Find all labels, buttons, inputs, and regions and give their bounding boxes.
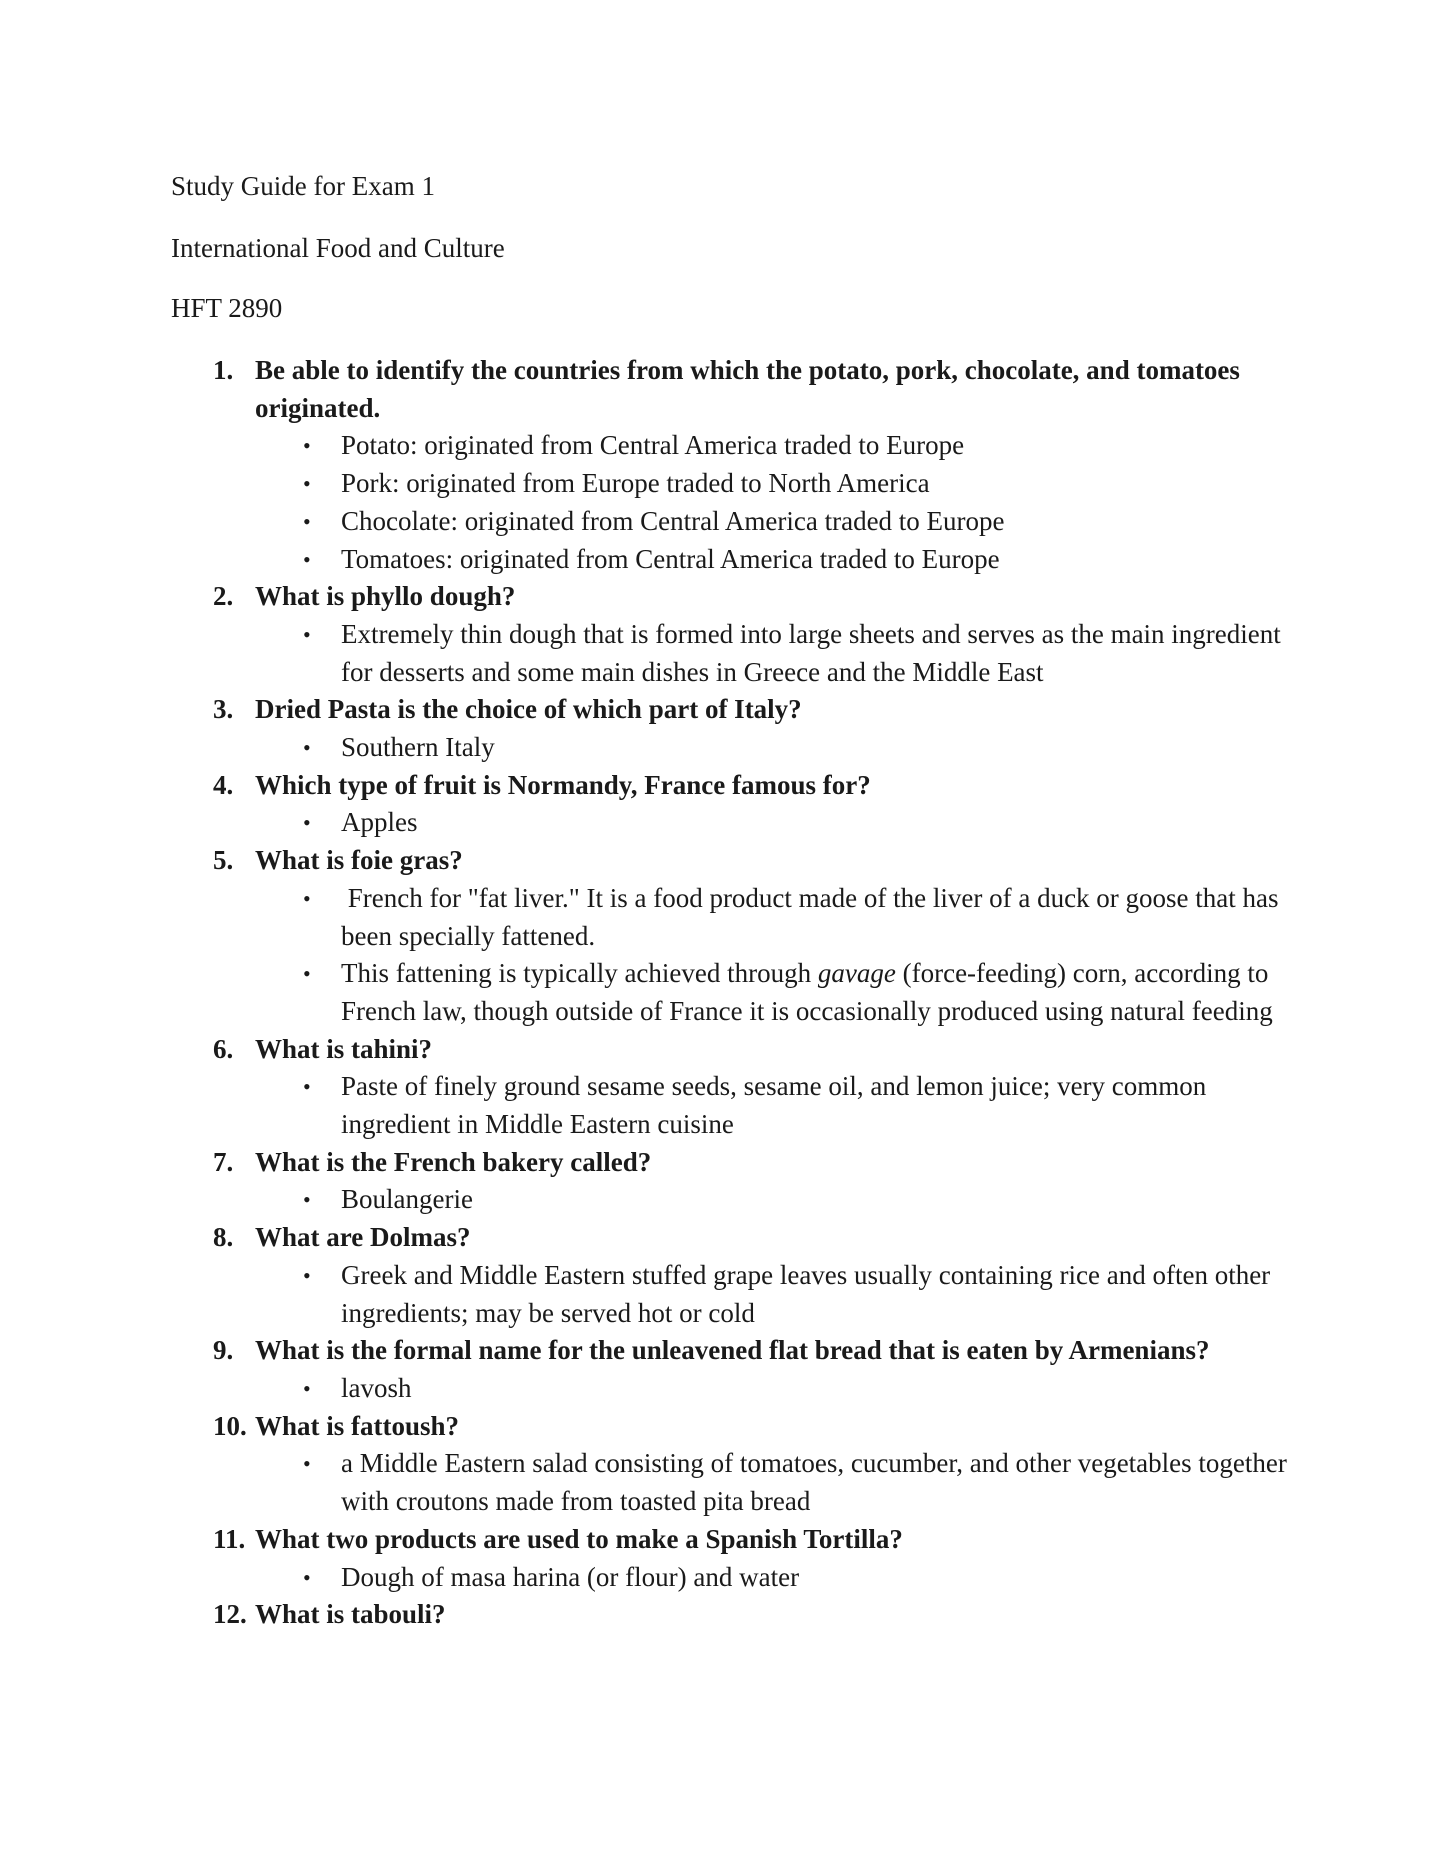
question-item	[213, 767, 1313, 842]
answer-text: Extremely thin dough that is formed into large sheets and serves as the main ingredient for desserts and some main dishes in Greece and the Middle East	[341, 618, 1281, 687]
question-text: What is the French bakery called?	[255, 1146, 652, 1177]
bullet-icon: •	[303, 471, 311, 497]
answer-text: Greek and Middle Eastern stuffed grape leaves usually containing rice and often other ingredients; may be served hot or cold	[341, 1259, 1271, 1328]
question-item	[213, 691, 1313, 766]
answer-list	[255, 1257, 1313, 1332]
question-text: What is phyllo dough?	[255, 581, 516, 612]
answer-text: Tomatoes: originated from Central America traded to Europe	[341, 543, 1000, 574]
answer-item	[303, 541, 1313, 579]
bullet-icon: •	[303, 546, 311, 572]
question-item	[213, 1219, 1313, 1332]
answer-text: Pork: originated from Europe traded to North America	[341, 468, 930, 499]
answer-list	[255, 1068, 1313, 1143]
answer-text: Apples	[341, 807, 418, 838]
question-number: 3.	[213, 694, 234, 725]
answer-item	[303, 804, 1313, 842]
question-number: 4.	[213, 769, 234, 800]
question-number: 7.	[213, 1146, 234, 1177]
bullet-icon: •	[303, 433, 311, 459]
answer-text: lavosh	[341, 1372, 412, 1403]
question-item	[213, 1144, 1313, 1219]
question-number: 2.	[213, 581, 234, 612]
document-title: Study Guide for Exam 1	[171, 171, 435, 201]
question-item	[213, 1332, 1313, 1407]
answer-item	[303, 1181, 1313, 1219]
bullet-icon: •	[303, 1564, 311, 1590]
bullet-icon: •	[303, 961, 311, 987]
answer-list	[255, 1445, 1313, 1520]
answer-item	[303, 616, 1313, 691]
question-item	[213, 578, 1313, 691]
question-text: Which type of fruit is Normandy, France famous for?	[255, 769, 871, 800]
question-text: What is tabouli?	[255, 1599, 446, 1630]
bullet-icon: •	[303, 735, 311, 761]
answer-list	[255, 1559, 1313, 1597]
question-item	[213, 1031, 1313, 1144]
question-number: 5.	[213, 845, 234, 876]
question-item	[213, 1596, 1313, 1634]
answer-text-italic: gavage	[817, 958, 896, 989]
answer-item	[303, 1370, 1313, 1408]
answer-list	[255, 616, 1313, 691]
answer-text: Paste of finely ground sesame seeds, sesame oil, and lemon juice; very common ingredient in Middle Eastern cuisine	[341, 1071, 1207, 1140]
bullet-icon: •	[303, 810, 311, 836]
question-item	[213, 842, 1313, 1031]
question-number: 8.	[213, 1222, 234, 1253]
answer-text: Southern Italy	[341, 732, 495, 763]
bullet-icon: •	[303, 1074, 311, 1100]
answer-item	[303, 427, 1313, 465]
answer-item	[303, 1257, 1313, 1332]
answer-list	[255, 880, 1313, 1031]
question-item	[213, 352, 1313, 578]
question-number: 11.	[213, 1523, 246, 1554]
answer-list	[255, 729, 1313, 767]
answer-item	[303, 1068, 1313, 1143]
course-code: HFT 2890	[171, 293, 283, 323]
question-text: What is the formal name for the unleavened flat bread that is eaten by Armenians?	[255, 1335, 1210, 1366]
bullet-icon: •	[303, 621, 311, 647]
question-item	[213, 1408, 1313, 1521]
answer-item	[303, 729, 1313, 767]
question-number: 6.	[213, 1033, 234, 1064]
bullet-icon: •	[303, 508, 311, 534]
answer-text-part: This fattening is typically achieved through	[341, 958, 818, 989]
question-number: 12.	[213, 1599, 247, 1630]
answer-text: Potato: originated from Central America traded to Europe	[341, 430, 965, 461]
answer-item	[303, 880, 1313, 955]
question-text: Dried Pasta is the choice of which part of Italy?	[255, 694, 802, 725]
answer-list	[255, 427, 1313, 578]
answer-text	[341, 955, 1313, 1030]
answer-item	[303, 1559, 1313, 1597]
course-name: International Food and Culture	[171, 233, 505, 263]
answer-text: French for "fat liver." It is a food product made of the liver of a duck or goose that has been specially fattened.	[341, 882, 1286, 951]
answer-item	[303, 1445, 1313, 1520]
bullet-icon: •	[303, 885, 311, 911]
question-text: Be able to identify the countries from which the potato, pork, chocolate, and tomatoes originated.	[255, 355, 1240, 423]
question-text: What two products are used to make a Spanish Tortilla?	[255, 1523, 903, 1554]
answer-text: Chocolate: originated from Central America traded to Europe	[341, 505, 1005, 536]
answer-item	[303, 503, 1313, 541]
bullet-icon: •	[303, 1262, 311, 1288]
answer-text: Boulangerie	[341, 1184, 473, 1215]
answer-item	[303, 465, 1313, 503]
answer-text-part: (force-feeding) corn, according to French law, though outside of France it is occasionally produced using natural feeding	[341, 958, 1276, 1026]
question-list	[213, 352, 1313, 1634]
answer-text: Dough of masa harina (or flour) and water	[341, 1561, 800, 1592]
bullet-icon: •	[303, 1451, 311, 1477]
answer-item	[303, 955, 1313, 1030]
question-number: 10.	[213, 1410, 247, 1441]
question-text: What is foie gras?	[255, 845, 463, 876]
question-number: 1.	[213, 355, 234, 385]
answer-list	[255, 1181, 1313, 1219]
bullet-icon: •	[303, 1187, 311, 1213]
answer-list	[255, 1370, 1313, 1408]
question-text: What is fattoush?	[255, 1410, 460, 1441]
answer-list	[255, 804, 1313, 842]
bullet-icon: •	[303, 1375, 311, 1401]
question-text: What is tahini?	[255, 1033, 433, 1064]
question-number: 9.	[213, 1335, 234, 1366]
question-text: What are Dolmas?	[255, 1222, 471, 1253]
question-item	[213, 1521, 1313, 1596]
answer-text: a Middle Eastern salad consisting of tomatoes, cucumber, and other vegetables together with croutons made from toasted pita bread	[341, 1448, 1287, 1517]
